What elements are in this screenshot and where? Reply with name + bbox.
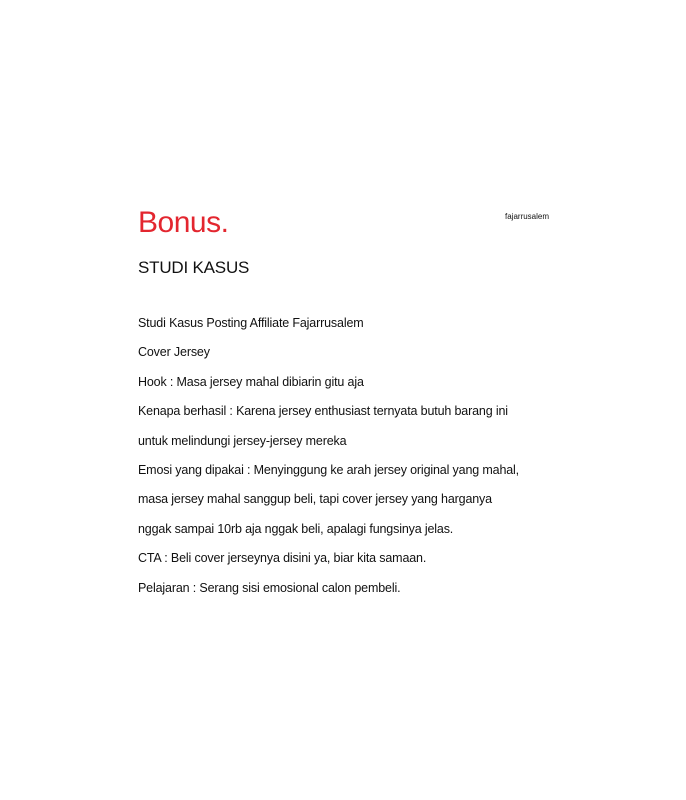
section-subtitle: STUDI KASUS [138,258,250,277]
body-line: Studi Kasus Posting Affiliate Fajarrusalem [138,316,364,330]
body-line: Kenapa berhasil : Karena jersey enthusiast ternyata butuh barang ini [138,404,508,419]
body-line: masa jersey mahal sanggup beli, tapi cover jersey yang harganya [138,492,492,507]
author-handle: fajarrusalem [505,212,550,221]
body-line: nggak sampai 10rb aja nggak beli, apalagi fungsinya jelas. [138,521,454,536]
body-line: Pelajaran : Serang sisi emosional calon pembeli. [138,580,401,595]
body-line: untuk melindungi jersey-jersey mereka [138,433,347,448]
body-line: Emosi yang dipakai : Menyinggung ke arah jersey original yang mahal, [138,463,519,478]
body-line: CTA : Beli cover jerseynya disini ya, biar kita samaan. [138,551,427,566]
page-title: Bonus. [138,206,229,239]
case-study-body [138,309,558,603]
body-line: Hook : Masa jersey mahal dibiarin gitu aja [138,374,364,389]
body-line: Cover Jersey [138,345,210,360]
